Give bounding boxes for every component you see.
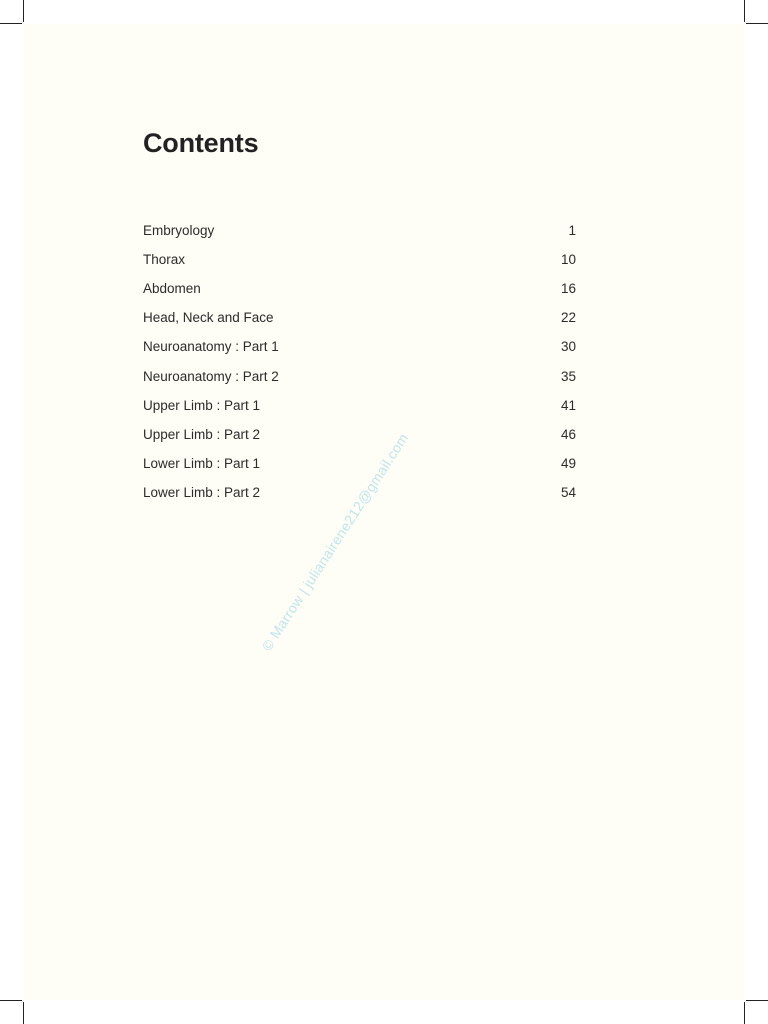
- toc-entry-page: 10: [560, 252, 576, 268]
- toc-entry-page: 54: [560, 484, 576, 500]
- toc-entry-label: Neuroanatomy : Part 1: [143, 339, 279, 355]
- page-sheet: [24, 24, 744, 1000]
- crop-mark-bottom-right-vertical: [744, 1002, 745, 1024]
- toc-entry-label: Thorax: [143, 252, 186, 268]
- toc-entry[interactable]: [143, 361, 576, 390]
- crop-mark-bottom-left-vertical: [23, 1002, 24, 1024]
- toc-entry-label: Abdomen: [143, 281, 201, 297]
- toc-entry[interactable]: [143, 216, 576, 245]
- toc-entry[interactable]: [143, 274, 576, 303]
- watermark: © Marrow | julianairene212@gmail.com: [258, 430, 412, 654]
- toc-entry-label: Upper Limb : Part 2: [143, 426, 261, 442]
- toc-entry-label: Neuroanatomy : Part 2: [143, 368, 279, 384]
- crop-mark-top-left-horizontal: [0, 23, 22, 24]
- toc-entry[interactable]: [143, 303, 576, 332]
- toc-entry-page: 49: [560, 455, 576, 471]
- toc-entry[interactable]: [143, 245, 576, 274]
- crop-mark-bottom-left-horizontal: [0, 1000, 22, 1001]
- toc-entry-page: 1: [568, 223, 576, 239]
- toc-entry-label: Head, Neck and Face: [143, 310, 274, 326]
- toc-entry-label: Lower Limb : Part 1: [143, 455, 261, 471]
- toc-entry-label: Upper Limb : Part 1: [143, 397, 261, 413]
- toc-entry-page: 22: [560, 310, 576, 326]
- crop-mark-top-left-vertical: [23, 0, 24, 22]
- toc-entry-page: 46: [560, 426, 576, 442]
- toc-entry-page: 35: [560, 368, 576, 384]
- toc-entry[interactable]: [143, 420, 576, 449]
- crop-mark-bottom-right-horizontal: [746, 1000, 768, 1001]
- toc-entry-label: Embryology: [143, 223, 215, 239]
- toc-entry-label: Lower Limb : Part 2: [143, 484, 261, 500]
- toc-list: [143, 216, 576, 507]
- toc-entry[interactable]: [143, 332, 576, 361]
- toc-entry-page: 16: [560, 281, 576, 297]
- crop-mark-top-right-horizontal: [746, 23, 768, 24]
- crop-mark-top-right-vertical: [744, 0, 745, 22]
- toc-entry[interactable]: [143, 449, 576, 478]
- toc-entry[interactable]: [143, 391, 576, 420]
- toc-entry-page: 30: [560, 339, 576, 355]
- page-title: Contents: [143, 128, 259, 158]
- toc-entry-page: 41: [560, 397, 576, 413]
